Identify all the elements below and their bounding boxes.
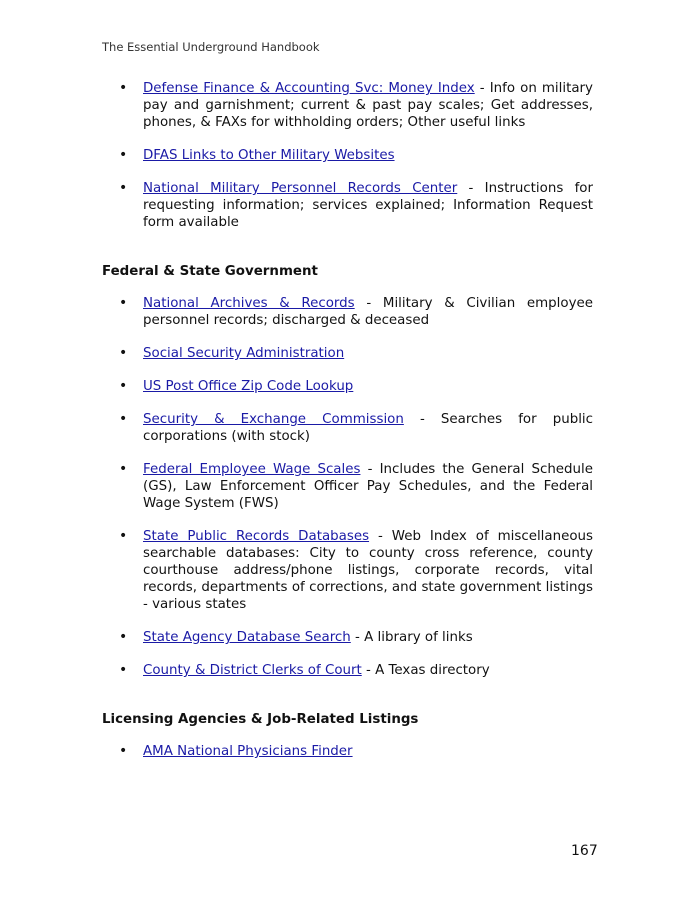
item-description: - Searches for public corporations (with stock) [143,412,593,444]
state-public-records-link[interactable]: State Public Records Databases [143,529,370,544]
page-number: 167 [571,843,598,859]
running-header: The Essential Underground Handbook [102,40,320,54]
list-item [102,662,593,679]
section-heading-federal-state: Federal & State Government [102,264,318,279]
licensing-links-list [102,743,593,760]
list-item [102,629,593,646]
dfas-money-index-link[interactable]: Defense Finance & Accounting Svc: Money Index [143,81,475,96]
bullet-icon: • [119,80,128,96]
list-item [102,411,593,445]
military-links-list [102,80,593,231]
bullet-icon: • [119,295,128,311]
wage-scales-link[interactable]: Federal Employee Wage Scales [143,462,361,477]
bullet-icon: • [119,411,128,427]
bullet-icon: • [119,743,128,759]
bullet-icon: • [119,378,128,394]
section-heading-licensing: Licensing Agencies & Job-Related Listings [102,712,419,727]
list-item [102,80,593,131]
list-item [102,295,593,329]
clerks-of-court-link[interactable]: County & District Clerks of Court [143,663,362,678]
ama-physicians-finder-link[interactable]: AMA National Physicians Finder [143,744,353,759]
national-archives-link[interactable]: National Archives & Records [143,296,355,311]
social-security-link[interactable]: Social Security Administration [143,346,345,361]
military-personnel-records-link[interactable]: National Military Personnel Records Center [143,181,458,196]
item-description: - Info on military pay and garnishment; current & past pay scales; Get addresses, phones, & FAXs for withholding orders; Other useful links [143,81,593,130]
list-item [102,180,593,231]
government-links-list [102,295,593,679]
item-description: - Instructions for requesting information; services explained; Information Request form available [143,181,593,230]
list-item [102,461,593,512]
bullet-icon: • [119,461,128,477]
bullet-icon: • [119,629,128,645]
list-item [102,528,593,613]
bullet-icon: • [119,147,128,163]
list-item [102,345,593,362]
sec-link[interactable]: Security & Exchange Commission [143,412,404,427]
list-item [102,378,593,395]
item-description: - A library of links [350,630,473,645]
item-description: - A Texas directory [361,663,490,678]
item-description: - Web Index of miscellaneous searchable databases: City to county cross reference, county courthouse address/phone listings, corporate records, vital records, departments of corrections, and state government listings - various states [143,529,593,612]
bullet-icon: • [119,180,128,196]
list-item [102,743,593,760]
page-content [102,80,593,776]
bullet-icon: • [119,662,128,678]
zip-code-lookup-link[interactable]: US Post Office Zip Code Lookup [143,379,354,394]
state-agency-search-link[interactable]: State Agency Database Search [143,630,351,645]
item-description: - Includes the General Schedule (GS), Law Enforcement Officer Pay Schedules, and the Federal Wage System (FWS) [143,462,593,511]
bullet-icon: • [119,528,128,544]
bullet-icon: • [119,345,128,361]
dfas-military-websites-link[interactable]: DFAS Links to Other Military Websites [143,148,395,163]
list-item [102,147,593,164]
item-description: - Military & Civilian employee personnel records; discharged & deceased [143,296,593,328]
